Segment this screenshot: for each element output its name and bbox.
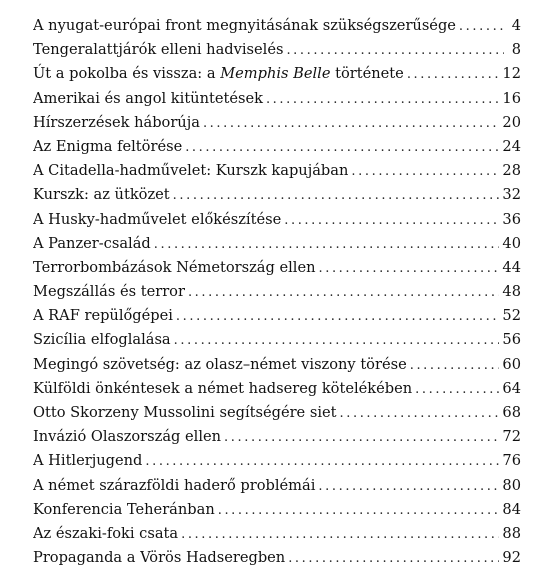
toc-entry [33,135,521,159]
entry-title: Az Enigma feltörése [33,137,183,155]
dot-leader [288,547,499,570]
entry-title: Külföldi önkéntesek a német hadsereg kötelékében [33,379,413,397]
toc-entry [33,14,521,38]
dot-leader [174,329,500,352]
entry-title [33,62,404,86]
entry-title: Propaganda a Vörös Hadseregben [33,549,286,567]
page-number: 36 [502,210,521,228]
toc-entry [33,401,521,425]
page-number: 88 [502,524,521,542]
dot-leader [340,402,500,425]
dot-leader [415,378,499,401]
entry-title: Kurszk: az ütközet [33,186,170,204]
entry-title: A Panzer-család [33,234,151,252]
entry-title: Az északi-foki csata [33,524,179,542]
entry-title: A nyugat-európai front megnyitásának szükségszerűsége [33,17,456,34]
toc-entry [33,208,521,232]
dot-leader [181,523,499,546]
page-number: 76 [502,452,521,470]
toc-entry [33,304,521,328]
entry-title: Megingó szövetség: az olasz–német viszony törése [33,355,407,373]
toc-entry [33,425,521,449]
dot-leader [145,450,499,473]
dot-leader [351,160,499,183]
page-number: 72 [502,428,521,446]
entry-title: A Husky-hadművelet előkészítése [33,210,282,228]
toc-entry [33,62,521,86]
entry-title: Konferencia Teheránban [33,500,215,518]
dot-leader [407,63,500,86]
toc-entry [33,232,521,256]
dot-leader [218,499,500,522]
dot-leader [318,257,499,280]
entry-title: Amerikai és angol kitüntetések [33,89,263,107]
dot-leader [224,426,499,449]
page-number: 48 [502,283,521,301]
toc-entry [33,328,521,352]
toc-entry [33,38,521,62]
entry-title: Megszállás és terror [33,283,185,301]
dot-leader [284,209,499,232]
dot-leader [185,136,499,159]
toc-entry [33,546,521,570]
entry-title: Hírszerzések háborúja [33,113,200,131]
entry-title-suffix: története [330,65,404,83]
dot-leader [173,184,500,207]
entry-title: Szicília elfoglalása [33,331,171,349]
entry-title-italic: Memphis Belle [220,65,331,83]
page-number: 84 [502,500,521,518]
entry-title: Tengeralattjárók elleni hadviselés [33,41,284,59]
page-number: 28 [502,162,521,180]
dot-leader [266,88,499,111]
toc-entry [33,474,521,498]
dot-leader [176,305,500,328]
toc-entry [33,377,521,401]
page-number: 16 [502,89,521,107]
toc-entry [33,159,521,183]
dot-leader [154,233,500,256]
page-number: 32 [502,186,521,204]
entry-title: Otto Skorzeny Mussolini segítségére siet [33,404,337,421]
toc-entry [33,111,521,135]
page-number: 60 [502,355,521,373]
entry-title: A német szárazföldi haderő problémái [33,476,316,494]
entry-title: Invázió Olaszország ellen [33,428,222,446]
dot-leader [286,39,504,62]
page-number: 24 [502,137,521,155]
toc-entry [33,280,521,304]
page-number: 80 [502,476,521,494]
toc-entry [33,183,521,207]
entry-title: A Citadella-hadművelet: Kurszk kapujában [33,162,349,180]
toc-entry [33,353,521,377]
dot-leader [203,112,499,135]
table-of-contents [33,14,521,570]
toc-entry [33,449,521,473]
page-number: 56 [502,331,521,349]
page-number: 44 [502,258,521,276]
page-number: 68 [502,404,521,421]
page-number: 12 [502,65,521,83]
entry-title-prefix: Út a pokolba és vissza: a [33,65,221,83]
page-number: 20 [502,113,521,131]
toc-entry [33,87,521,111]
toc-entry [33,256,521,280]
entry-title: A Hitlerjugend [33,452,143,470]
page-number: 40 [502,234,521,252]
entry-title: Terrorbombázások Németország ellen [33,258,316,276]
toc-entry [33,522,521,546]
dot-leader [318,475,499,498]
dot-leader [410,354,500,377]
page-number: 4 [511,17,521,34]
entry-title: A RAF repülőgépei [33,307,173,325]
page-number: 92 [502,549,521,567]
page-number: 64 [502,379,521,397]
toc-entry [33,498,521,522]
dot-leader [459,15,504,38]
page-number: 8 [511,41,521,59]
page-number: 52 [502,307,521,325]
dot-leader [188,281,499,304]
